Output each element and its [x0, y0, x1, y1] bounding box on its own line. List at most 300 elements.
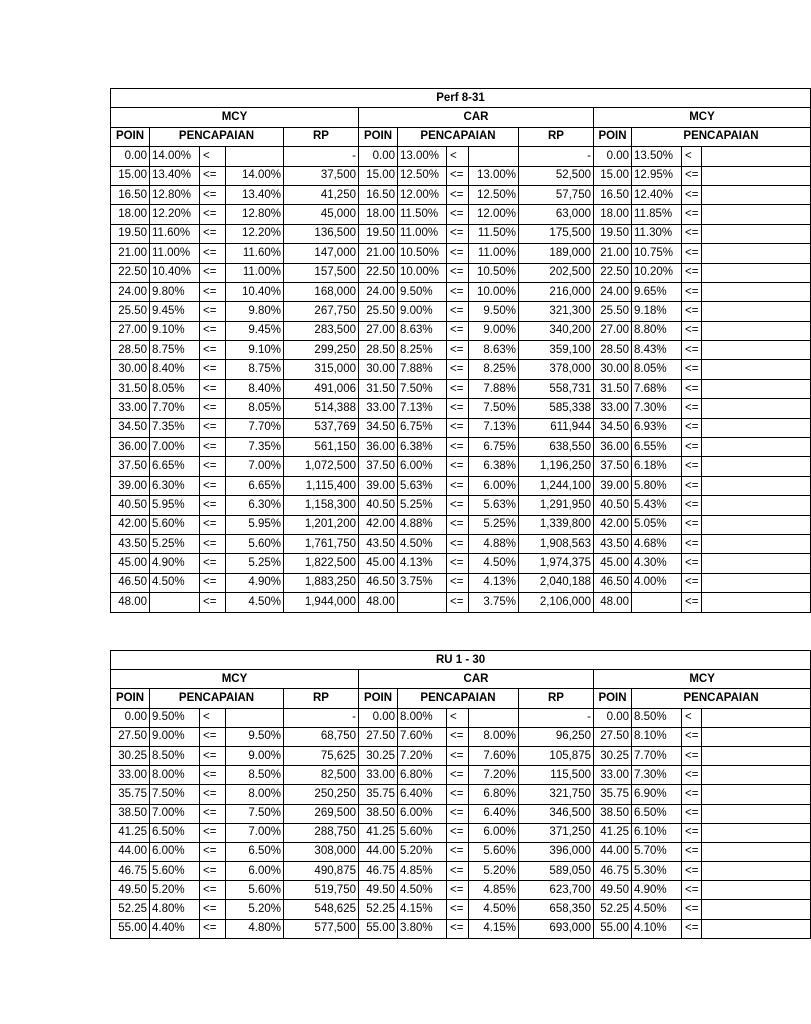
col-header-poin: POIN [594, 689, 632, 708]
pencapaian-to-cell: 6.38% [469, 457, 519, 476]
pencapaian-from-cell: 9.45% [150, 302, 200, 321]
pencapaian-from-cell: 6.30% [150, 476, 200, 495]
poin-cell: 0.00 [111, 147, 150, 166]
poin-cell: 49.50 [594, 881, 632, 900]
ru-table-container [110, 650, 759, 943]
rp-cell: 1,822,500 [284, 554, 359, 573]
rp-cell: 1,761,750 [284, 534, 359, 553]
rp-cell: 315,000 [284, 360, 359, 379]
operator-cell: <= [200, 321, 226, 340]
rp-cell: - [519, 147, 594, 166]
clipped-cell [702, 881, 811, 900]
pencapaian-from-cell: 5.70% [632, 842, 682, 861]
rp-cell: 589,050 [519, 862, 594, 881]
operator-cell: < [682, 708, 702, 727]
pencapaian-from-cell: 6.80% [398, 766, 447, 785]
pencapaian-from-cell: 4.40% [150, 919, 200, 938]
pencapaian-from-cell: 11.30% [632, 224, 682, 243]
poin-cell: 41.25 [359, 823, 398, 842]
rp-cell: 1,883,250 [284, 573, 359, 592]
poin-cell: 22.50 [359, 263, 398, 282]
operator-cell: <= [200, 341, 226, 360]
pencapaian-to-cell: 5.20% [226, 900, 284, 919]
operator-cell: <= [682, 282, 702, 301]
pencapaian-to-cell: 12.80% [226, 205, 284, 224]
pencapaian-from-cell: 9.65% [632, 282, 682, 301]
pencapaian-from-cell: 6.10% [632, 823, 682, 842]
pencapaian-from-cell: 4.50% [632, 900, 682, 919]
operator-cell: <= [200, 224, 226, 243]
operator-cell: <= [447, 360, 469, 379]
poin-cell: 39.00 [111, 476, 150, 495]
operator-cell: <= [200, 476, 226, 495]
pencapaian-from-cell: 3.75% [398, 573, 447, 592]
operator-cell: <= [682, 399, 702, 418]
clipped-cell [702, 224, 811, 243]
table-row [111, 746, 811, 765]
rp-cell: 288,750 [284, 823, 359, 842]
table-row [111, 341, 811, 360]
table-row [111, 360, 811, 379]
pencapaian-from-cell: 4.15% [398, 900, 447, 919]
operator-cell: < [200, 147, 226, 166]
clipped-cell [702, 418, 811, 437]
pencapaian-to-cell: 11.60% [226, 244, 284, 263]
operator-cell: <= [447, 766, 469, 785]
pencapaian-to-cell: 7.35% [226, 438, 284, 457]
operator-cell: <= [200, 573, 226, 592]
poin-cell: 40.50 [359, 496, 398, 515]
poin-cell: 22.50 [111, 263, 150, 282]
rp-cell: 490,875 [284, 862, 359, 881]
clipped-cell [702, 746, 811, 765]
pencapaian-to-cell: 5.63% [469, 496, 519, 515]
pencapaian-from-cell: 4.85% [398, 862, 447, 881]
pencapaian-from-cell: 8.05% [632, 360, 682, 379]
poin-cell: 36.00 [359, 438, 398, 457]
operator-cell: <= [682, 438, 702, 457]
pencapaian-from-cell: 13.40% [150, 166, 200, 185]
pencapaian-from-cell: 6.00% [398, 457, 447, 476]
pencapaian-to-cell: 5.20% [469, 862, 519, 881]
pencapaian-from-cell: 11.00% [398, 224, 447, 243]
operator-cell: <= [200, 244, 226, 263]
pencapaian-to-cell: 12.00% [469, 205, 519, 224]
table-row [111, 321, 811, 340]
clipped-cell [702, 244, 811, 263]
clipped-cell [702, 457, 811, 476]
pencapaian-from-cell: 10.20% [632, 263, 682, 282]
pencapaian-to-cell: 7.50% [469, 399, 519, 418]
rp-cell: 52,500 [519, 166, 594, 185]
group-header-car: CAR [359, 108, 594, 127]
pencapaian-from-cell: 7.30% [632, 399, 682, 418]
clipped-cell [702, 379, 811, 398]
operator-cell: <= [682, 379, 702, 398]
poin-cell: 44.00 [111, 842, 150, 861]
rp-cell: 1,115,400 [284, 476, 359, 495]
clipped-cell [702, 399, 811, 418]
poin-cell: 46.50 [111, 573, 150, 592]
poin-cell: 25.50 [359, 302, 398, 321]
operator-cell: <= [200, 766, 226, 785]
pencapaian-from-cell: 12.50% [398, 166, 447, 185]
rp-cell: 558,731 [519, 379, 594, 398]
pencapaian-from-cell: 5.95% [150, 496, 200, 515]
operator-cell: <= [682, 263, 702, 282]
operator-cell: <= [200, 842, 226, 861]
table-row [111, 302, 811, 321]
ru-title: RU 1 - 30 [111, 651, 811, 670]
pencapaian-to-cell: 7.88% [469, 379, 519, 398]
poin-cell: 33.00 [111, 766, 150, 785]
pencapaian-from-cell: 6.75% [398, 418, 447, 437]
poin-cell: 38.50 [594, 804, 632, 823]
pencapaian-from-cell: 8.25% [398, 341, 447, 360]
pencapaian-to-cell: 4.15% [469, 919, 519, 938]
poin-cell: 30.25 [111, 746, 150, 765]
clipped-cell [702, 438, 811, 457]
clipped-cell [702, 263, 811, 282]
operator-cell: <= [682, 224, 702, 243]
operator-cell: <= [682, 496, 702, 515]
pencapaian-from-cell: 11.00% [150, 244, 200, 263]
operator-cell: <= [447, 496, 469, 515]
poin-cell: 30.25 [594, 746, 632, 765]
rp-cell: 519,750 [284, 881, 359, 900]
pencapaian-from-cell: 4.00% [632, 573, 682, 592]
poin-cell: 19.50 [594, 224, 632, 243]
clipped-cell [702, 727, 811, 746]
poin-cell: 21.00 [594, 244, 632, 263]
pencapaian-from-cell: 4.30% [632, 554, 682, 573]
table-row [111, 554, 811, 573]
operator-cell: <= [200, 727, 226, 746]
pencapaian-to-cell: 8.40% [226, 379, 284, 398]
poin-cell: 27.50 [359, 727, 398, 746]
pencapaian-from-cell: 6.18% [632, 457, 682, 476]
poin-cell: 48.00 [111, 593, 150, 612]
rp-cell: 136,500 [284, 224, 359, 243]
pencapaian-to-cell: 6.40% [469, 804, 519, 823]
pencapaian-from-cell: 5.80% [632, 476, 682, 495]
poin-cell: 19.50 [111, 224, 150, 243]
poin-cell: 18.00 [359, 205, 398, 224]
operator-cell: <= [682, 534, 702, 553]
rp-cell: - [284, 708, 359, 727]
operator-cell: <= [200, 823, 226, 842]
pencapaian-from-cell: 7.70% [150, 399, 200, 418]
clipped-cell [702, 302, 811, 321]
rp-cell: 1,974,375 [519, 554, 594, 573]
operator-cell: <= [447, 263, 469, 282]
rp-cell: 585,338 [519, 399, 594, 418]
pencapaian-to-cell: 5.60% [226, 534, 284, 553]
pencapaian-to-cell: 4.90% [226, 573, 284, 592]
operator-cell: <= [447, 205, 469, 224]
pencapaian-from-cell: 8.00% [398, 708, 447, 727]
pencapaian-from-cell: 7.60% [398, 727, 447, 746]
poin-cell: 39.00 [359, 476, 398, 495]
pencapaian-from-cell: 6.38% [398, 438, 447, 457]
pencapaian-from-cell: 4.90% [632, 881, 682, 900]
table-row [111, 399, 811, 418]
poin-cell: 27.00 [594, 321, 632, 340]
col-header-rp: RP [519, 127, 594, 146]
rp-cell: 378,000 [519, 360, 594, 379]
operator-cell: <= [447, 476, 469, 495]
operator-cell: <= [200, 379, 226, 398]
poin-cell: 18.00 [594, 205, 632, 224]
operator-cell: <= [682, 785, 702, 804]
perf-title: Perf 8-31 [111, 89, 811, 108]
pencapaian-from-cell: 8.50% [632, 708, 682, 727]
pencapaian-to-cell: 4.85% [469, 881, 519, 900]
pencapaian-from-cell: 8.40% [150, 360, 200, 379]
ru-table [110, 650, 811, 939]
pencapaian-to-cell: 9.00% [226, 746, 284, 765]
pencapaian-from-cell: 4.50% [398, 881, 447, 900]
pencapaian-from-cell: 11.50% [398, 205, 447, 224]
poin-cell: 35.75 [594, 785, 632, 804]
pencapaian-from-cell: 5.60% [150, 862, 200, 881]
pencapaian-to-cell: 8.00% [469, 727, 519, 746]
poin-cell: 41.25 [594, 823, 632, 842]
operator-cell: <= [200, 746, 226, 765]
clipped-cell [702, 515, 811, 534]
table-row [111, 900, 811, 919]
pencapaian-to-cell: 7.50% [226, 804, 284, 823]
operator-cell: <= [200, 263, 226, 282]
operator-cell: <= [447, 399, 469, 418]
pencapaian-to-cell: 14.00% [226, 166, 284, 185]
poin-cell: 30.00 [359, 360, 398, 379]
table-row [111, 766, 811, 785]
rp-cell: 1,072,500 [284, 457, 359, 476]
pencapaian-from-cell: 13.50% [632, 147, 682, 166]
pencapaian-to-cell: 5.25% [226, 554, 284, 573]
operator-cell: <= [447, 224, 469, 243]
group-header-mcy: MCY [111, 108, 359, 127]
operator-cell: <= [447, 842, 469, 861]
poin-cell: 35.75 [359, 785, 398, 804]
rp-cell: 611,944 [519, 418, 594, 437]
table-row [111, 418, 811, 437]
col-header-poin: POIN [111, 689, 150, 708]
operator-cell: <= [200, 302, 226, 321]
operator-cell: <= [682, 360, 702, 379]
col-header-pencapaian: PENCAPAIAN [398, 689, 519, 708]
operator-cell: <= [447, 746, 469, 765]
poin-cell: 35.75 [111, 785, 150, 804]
clipped-cell [702, 554, 811, 573]
clipped-cell [702, 823, 811, 842]
poin-cell: 0.00 [594, 708, 632, 727]
rp-cell: 340,200 [519, 321, 594, 340]
poin-cell: 21.00 [111, 244, 150, 263]
poin-cell: 37.50 [359, 457, 398, 476]
pencapaian-to-cell: 9.80% [226, 302, 284, 321]
pencapaian-to-cell: 7.60% [469, 746, 519, 765]
pencapaian-from-cell: 12.00% [398, 185, 447, 204]
pencapaian-from-cell: 5.05% [632, 515, 682, 534]
poin-cell: 16.50 [111, 185, 150, 204]
pencapaian-from-cell: 4.50% [150, 573, 200, 592]
clipped-cell [702, 360, 811, 379]
operator-cell: < [447, 147, 469, 166]
pencapaian-from-cell: 12.95% [632, 166, 682, 185]
pencapaian-from-cell: 9.00% [150, 727, 200, 746]
poin-cell: 31.50 [359, 379, 398, 398]
poin-cell: 45.00 [359, 554, 398, 573]
operator-cell: <= [447, 727, 469, 746]
operator-cell: <= [447, 379, 469, 398]
pencapaian-from-cell: 14.00% [150, 147, 200, 166]
pencapaian-from-cell: 7.68% [632, 379, 682, 398]
poin-cell: 52.25 [594, 900, 632, 919]
table-row [111, 862, 811, 881]
operator-cell: <= [200, 534, 226, 553]
rp-cell: 269,500 [284, 804, 359, 823]
operator-cell: <= [447, 418, 469, 437]
poin-cell: 27.00 [111, 321, 150, 340]
pencapaian-to-cell: 7.00% [226, 823, 284, 842]
pencapaian-to-cell: 13.40% [226, 185, 284, 204]
table-row [111, 785, 811, 804]
pencapaian-to-cell: 4.50% [469, 554, 519, 573]
clipped-cell [702, 282, 811, 301]
poin-cell: 42.00 [359, 515, 398, 534]
operator-cell: <= [682, 476, 702, 495]
table-row [111, 185, 811, 204]
pencapaian-from-cell [632, 593, 682, 612]
operator-cell: <= [682, 205, 702, 224]
poin-cell: 15.00 [359, 166, 398, 185]
poin-cell: 52.25 [359, 900, 398, 919]
pencapaian-to-cell: 6.65% [226, 476, 284, 495]
pencapaian-to-cell: 8.05% [226, 399, 284, 418]
pencapaian-from-cell: 8.63% [398, 321, 447, 340]
pencapaian-to-cell: 6.50% [226, 842, 284, 861]
operator-cell: <= [447, 593, 469, 612]
poin-cell: 37.50 [594, 457, 632, 476]
poin-cell: 24.00 [111, 282, 150, 301]
rp-cell: 1,158,300 [284, 496, 359, 515]
poin-cell: 22.50 [594, 263, 632, 282]
poin-cell: 52.25 [111, 900, 150, 919]
poin-cell: 38.50 [111, 804, 150, 823]
rp-cell: 561,150 [284, 438, 359, 457]
clipped-cell [702, 842, 811, 861]
rp-cell: 57,750 [519, 185, 594, 204]
table-row [111, 244, 811, 263]
table-row [111, 842, 811, 861]
clipped-cell [702, 862, 811, 881]
table-row [111, 147, 811, 166]
poin-cell: 33.00 [111, 399, 150, 418]
poin-cell: 21.00 [359, 244, 398, 263]
pencapaian-from-cell: 4.90% [150, 554, 200, 573]
pencapaian-to-cell: 7.13% [469, 418, 519, 437]
table-row [111, 166, 811, 185]
operator-cell: <= [200, 881, 226, 900]
pencapaian-from-cell: 10.50% [398, 244, 447, 263]
pencapaian-from-cell: 4.88% [398, 515, 447, 534]
pencapaian-to-cell: 7.20% [469, 766, 519, 785]
operator-cell: <= [447, 244, 469, 263]
operator-cell: < [447, 708, 469, 727]
col-header-pencapaian: PENCAPAIAN [150, 127, 284, 146]
poin-cell: 43.50 [359, 534, 398, 553]
pencapaian-to-cell: 9.45% [226, 321, 284, 340]
perf-table [110, 88, 811, 613]
table-row [111, 476, 811, 495]
pencapaian-to-cell: 3.75% [469, 593, 519, 612]
pencapaian-to-cell [226, 708, 284, 727]
pencapaian-to-cell: 11.00% [469, 244, 519, 263]
pencapaian-to-cell: 8.50% [226, 766, 284, 785]
clipped-cell [702, 785, 811, 804]
rp-cell: 250,250 [284, 785, 359, 804]
pencapaian-from-cell: 11.85% [632, 205, 682, 224]
poin-cell: 49.50 [359, 881, 398, 900]
rp-cell: 37,500 [284, 166, 359, 185]
poin-cell: 46.75 [111, 862, 150, 881]
poin-cell: 45.00 [111, 554, 150, 573]
poin-cell: 15.00 [111, 166, 150, 185]
pencapaian-from-cell: 7.35% [150, 418, 200, 437]
clipped-cell [702, 185, 811, 204]
pencapaian-to-cell: 11.00% [226, 263, 284, 282]
poin-cell: 42.00 [111, 515, 150, 534]
operator-cell: <= [682, 244, 702, 263]
pencapaian-to-cell: 5.60% [469, 842, 519, 861]
poin-cell: 33.00 [594, 399, 632, 418]
col-header-pencapaian: PENCAPAIAN [632, 689, 811, 708]
rp-cell: 658,350 [519, 900, 594, 919]
table-row [111, 727, 811, 746]
poin-cell: 44.00 [594, 842, 632, 861]
pencapaian-from-cell: 10.75% [632, 244, 682, 263]
pencapaian-to-cell [469, 147, 519, 166]
pencapaian-from-cell: 4.50% [398, 534, 447, 553]
poin-cell: 28.50 [594, 341, 632, 360]
rp-cell: 1,196,250 [519, 457, 594, 476]
pencapaian-to-cell: 4.13% [469, 573, 519, 592]
pencapaian-to-cell: 5.60% [226, 881, 284, 900]
operator-cell: <= [447, 302, 469, 321]
operator-cell: <= [200, 804, 226, 823]
rp-cell: 41,250 [284, 185, 359, 204]
operator-cell: <= [200, 496, 226, 515]
pencapaian-to-cell: 9.00% [469, 321, 519, 340]
poin-cell: 33.00 [359, 766, 398, 785]
rp-cell: 68,750 [284, 727, 359, 746]
pencapaian-to-cell: 6.80% [469, 785, 519, 804]
rp-cell: 299,250 [284, 341, 359, 360]
clipped-cell [702, 573, 811, 592]
operator-cell: <= [682, 727, 702, 746]
rp-cell: 75,625 [284, 746, 359, 765]
clipped-cell [702, 321, 811, 340]
clipped-cell [702, 205, 811, 224]
operator-cell: <= [682, 457, 702, 476]
pencapaian-from-cell: 6.40% [398, 785, 447, 804]
operator-cell: <= [682, 823, 702, 842]
pencapaian-from-cell: 7.00% [150, 804, 200, 823]
table-row [111, 457, 811, 476]
pencapaian-to-cell: 11.50% [469, 224, 519, 243]
